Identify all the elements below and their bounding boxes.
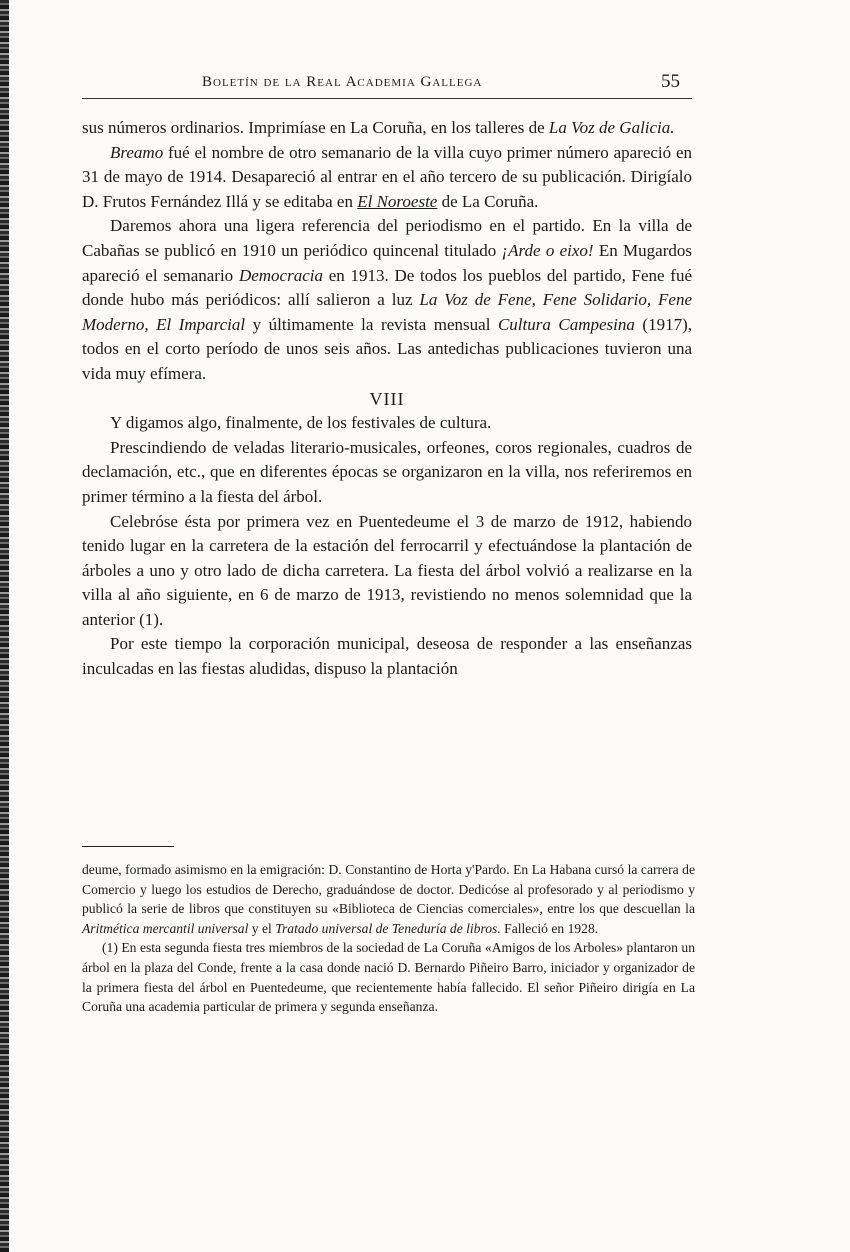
paragraph-7: Por este tiempo la corporación municipal, deseosa de responder a las enseñanzas inculcadas en las fiestas aludidas, dispuso la plantación	[82, 634, 692, 679]
paragraph-2: Breamo fué el nombre de otro semanario de la villa cuyo primer número apareció en 31 de mayo de 1914. Desapareció al entrar en el año tercero de su publicación. Dirigíalo D. Frutos Fernández Illá y se editaba en El Noroeste de La Coruña.	[82, 142, 692, 211]
paragraph-6: Celebróse ésta por primera vez en Puentedeume el 3 de marzo de 1912, habiendo tenido lugar en la carretera de la estación del ferrocarril y efectuándose la plantación de árboles a uno y otro lado de dicha carretera. La fiesta del árbol volvió a realizarse en la villa al año siguiente, en 6 de marzo de 1913, revistiendo no menos solemnidad que la anterior (1).	[82, 511, 692, 629]
footnotes	[82, 860, 695, 1017]
section-title: VIII	[369, 388, 405, 409]
paragraph-5: Prescindiendo de veladas literario-musicales, orfeones, coros regionales, cuadros de declamación, etc., que en diferentes épocas se organizaron en la villa, nos referiremos en primer término a la fiesta del árbol.	[82, 437, 692, 506]
paragraph-4: Y digamos algo, finalmente, de los festivales de cultura.	[110, 413, 492, 433]
footnote-1: (1) En esta segunda fiesta tres miembros de la sociedad de La Coruña «Amigos de los Arboles» plantaron un árbol en la plaza del Conde, frente a la casa donde nació D. Bernardo Piñeiro Barro, iniciador y organizador de la primera fiesta del árbol en Puentedeume, que recientemente había fallecido. El señor Piñeiro dirigía en La Coruña una academia particular de primera y segunda enseñanza.	[82, 940, 695, 1015]
header-title: Boletín de la Real Academia Gallega	[202, 74, 483, 90]
main-text	[82, 116, 692, 682]
paragraph-3: Daremos ahora una ligera referencia del periodismo en el partido. En la villa de Cabañas se publicó en 1910 un periódico quincenal titulado ¡Arde o eixo! En Mugardos apareció el semanario Democracia en 1913. De todos los pueblos del partido, Fene fué donde hubo más periódicos: allí salieron a luz La Voz de Fene, Fene Solidario, Fene Moderno, El Imparcial y últimamente la revista mensual Cultura Campesina (1917), todos en el corto período de unos seis años. Las antedichas publicaciones tuvieron una vida muy efímera.	[82, 216, 692, 383]
footnote-divider	[82, 846, 174, 847]
footnote-continuation: deume, formado asimismo en la emigración: D. Constantino de Horta y'Pardo. En La Habana cursó la carrera de Comercio y luego los estudios de Derecho, graduándose de doctor. Dedicóse al profesorado y al periodismo y publicó la serie de libros que constituyen su «Biblioteca de Ciencias comerciales», entre los que descuellan la Aritmética mercantil universal y el Tratado universal de Teneduría de libros. Falleció en 1928.	[82, 862, 695, 936]
running-header	[82, 68, 692, 99]
page-number: 55	[661, 71, 680, 92]
scan-binding-edge	[0, 0, 9, 1252]
paragraph-1: sus números ordinarios. Imprimíase en La Coruña, en los talleres de La Voz de Galicia.	[82, 118, 675, 137]
